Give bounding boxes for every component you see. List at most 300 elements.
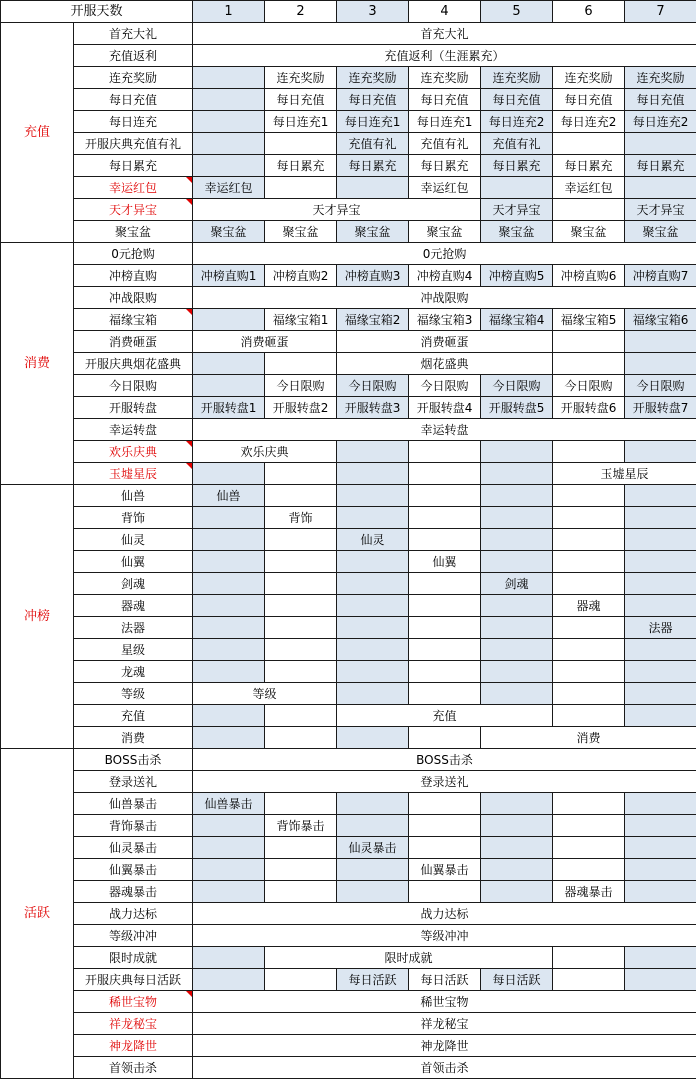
merged-activity-cell: 消费砸蛋 bbox=[193, 331, 337, 353]
day-cell bbox=[409, 793, 481, 815]
schedule-row bbox=[1, 375, 696, 397]
day-cell: 福缘宝箱3 bbox=[409, 309, 481, 331]
day-cell bbox=[625, 815, 696, 837]
activity-label: 仙翼暴击 bbox=[74, 859, 193, 881]
day-cell bbox=[265, 595, 337, 617]
schedule-row bbox=[1, 573, 696, 595]
day-header: 6 bbox=[553, 1, 625, 23]
activity-label: 仙兽 bbox=[74, 485, 193, 507]
day-cell bbox=[553, 617, 625, 639]
activity-label: 等级 bbox=[74, 683, 193, 705]
day-cell: 每日累充 bbox=[481, 155, 553, 177]
day-cell bbox=[625, 331, 696, 353]
day-cell bbox=[481, 661, 553, 683]
day-cell bbox=[409, 507, 481, 529]
day-cell: 冲榜直购1 bbox=[193, 265, 265, 287]
day-cell bbox=[625, 133, 696, 155]
schedule-row bbox=[1, 23, 696, 45]
day-cell: 仙灵暴击 bbox=[337, 837, 409, 859]
activity-label: 0元抢购 bbox=[74, 243, 193, 265]
schedule-row bbox=[1, 419, 696, 441]
day-cell: 福缘宝箱6 bbox=[625, 309, 696, 331]
day-cell: 开服转盘2 bbox=[265, 397, 337, 419]
schedule-row bbox=[1, 595, 696, 617]
schedule-row bbox=[1, 925, 696, 947]
day-cell: 每日充值 bbox=[625, 89, 696, 111]
activity-label: 法器 bbox=[74, 617, 193, 639]
day-cell bbox=[553, 441, 625, 463]
day-cell: 每日连充1 bbox=[265, 111, 337, 133]
activity-label: 幸运红包 bbox=[74, 177, 193, 199]
day-cell: 开服转盘3 bbox=[337, 397, 409, 419]
schedule-row bbox=[1, 683, 696, 705]
day-cell bbox=[337, 485, 409, 507]
day-cell bbox=[481, 177, 553, 199]
activity-label: 战力达标 bbox=[74, 903, 193, 925]
activity-label: 背饰暴击 bbox=[74, 815, 193, 837]
day-cell bbox=[193, 859, 265, 881]
day-cell bbox=[481, 639, 553, 661]
day-cell bbox=[337, 177, 409, 199]
day-cell: 福缘宝箱4 bbox=[481, 309, 553, 331]
activity-label: 冲战限购 bbox=[74, 287, 193, 309]
day-cell: 每日连充2 bbox=[481, 111, 553, 133]
day-cell bbox=[265, 133, 337, 155]
day-cell bbox=[193, 661, 265, 683]
schedule-row bbox=[1, 507, 696, 529]
day-cell bbox=[409, 815, 481, 837]
schedule-row bbox=[1, 397, 696, 419]
day-cell bbox=[193, 969, 265, 991]
day-cell bbox=[337, 573, 409, 595]
schedule-row bbox=[1, 45, 696, 67]
day-cell bbox=[337, 463, 409, 485]
day-header: 4 bbox=[409, 1, 481, 23]
schedule-row bbox=[1, 903, 696, 925]
day-cell: 每日活跃 bbox=[481, 969, 553, 991]
activity-label: 首充大礼 bbox=[74, 23, 193, 45]
day-cell: 冲榜直购6 bbox=[553, 265, 625, 287]
day-cell bbox=[337, 595, 409, 617]
header-row bbox=[1, 1, 696, 23]
day-cell bbox=[409, 529, 481, 551]
schedule-row bbox=[1, 265, 696, 287]
day-cell: 聚宝盆 bbox=[409, 221, 481, 243]
day-cell: 每日充值 bbox=[265, 89, 337, 111]
day-cell: 天才异宝 bbox=[481, 199, 553, 221]
day-cell bbox=[481, 485, 553, 507]
day-header: 7 bbox=[625, 1, 696, 23]
day-cell bbox=[337, 441, 409, 463]
day-cell: 今日限购 bbox=[625, 375, 696, 397]
day-cell bbox=[625, 947, 696, 969]
schedule-row bbox=[1, 133, 696, 155]
header-label: 开服天数 bbox=[1, 1, 193, 23]
day-cell bbox=[481, 793, 553, 815]
activity-label: 每日累充 bbox=[74, 155, 193, 177]
activity-label: 连充奖励 bbox=[74, 67, 193, 89]
day-cell bbox=[265, 551, 337, 573]
category-chongzhi: 充值 bbox=[1, 23, 74, 243]
day-cell bbox=[193, 309, 265, 331]
schedule-row bbox=[1, 617, 696, 639]
day-cell: 聚宝盆 bbox=[481, 221, 553, 243]
day-cell: 幸运红包 bbox=[409, 177, 481, 199]
activity-label: 开服庆典烟花盛典 bbox=[74, 353, 193, 375]
day-cell bbox=[553, 485, 625, 507]
day-cell bbox=[409, 441, 481, 463]
day-cell bbox=[409, 485, 481, 507]
merged-activity-cell: 等级 bbox=[193, 683, 337, 705]
activity-label: 聚宝盆 bbox=[74, 221, 193, 243]
schedule-row bbox=[1, 199, 696, 221]
day-cell bbox=[409, 837, 481, 859]
day-cell bbox=[409, 727, 481, 749]
activity-label: BOSS击杀 bbox=[74, 749, 193, 771]
day-cell: 充值有礼 bbox=[409, 133, 481, 155]
day-cell bbox=[265, 353, 337, 375]
day-cell: 每日累充 bbox=[625, 155, 696, 177]
day-cell bbox=[193, 89, 265, 111]
day-cell: 聚宝盆 bbox=[265, 221, 337, 243]
day-cell bbox=[553, 529, 625, 551]
schedule-row bbox=[1, 859, 696, 881]
activity-label: 充值 bbox=[74, 705, 193, 727]
day-cell: 仙翼暴击 bbox=[409, 859, 481, 881]
day-cell bbox=[481, 837, 553, 859]
schedule-row bbox=[1, 815, 696, 837]
day-cell bbox=[193, 705, 265, 727]
day-cell: 开服转盘7 bbox=[625, 397, 696, 419]
day-cell: 每日活跃 bbox=[409, 969, 481, 991]
schedule-row bbox=[1, 155, 696, 177]
category-huoyue: 活跃 bbox=[1, 749, 74, 1079]
merged-activity-cell: 0元抢购 bbox=[193, 243, 696, 265]
day-cell bbox=[193, 155, 265, 177]
schedule-row bbox=[1, 441, 696, 463]
day-cell bbox=[265, 617, 337, 639]
day-cell bbox=[337, 859, 409, 881]
day-cell: 开服转盘1 bbox=[193, 397, 265, 419]
activity-label: 首领击杀 bbox=[74, 1057, 193, 1079]
day-cell: 每日充值 bbox=[337, 89, 409, 111]
day-cell bbox=[553, 793, 625, 815]
day-cell bbox=[553, 551, 625, 573]
schedule-row bbox=[1, 837, 696, 859]
day-cell bbox=[625, 529, 696, 551]
day-cell bbox=[409, 573, 481, 595]
day-cell bbox=[481, 507, 553, 529]
day-cell bbox=[553, 661, 625, 683]
day-cell bbox=[265, 463, 337, 485]
activity-label: 登录送礼 bbox=[74, 771, 193, 793]
activity-label: 消费砸蛋 bbox=[74, 331, 193, 353]
schedule-row bbox=[1, 309, 696, 331]
merged-activity-cell: 消费砸蛋 bbox=[337, 331, 553, 353]
activity-label: 每日连充 bbox=[74, 111, 193, 133]
schedule-row bbox=[1, 111, 696, 133]
day-cell bbox=[265, 727, 337, 749]
activity-label: 仙翼 bbox=[74, 551, 193, 573]
day-cell bbox=[193, 815, 265, 837]
day-cell: 剑魂 bbox=[481, 573, 553, 595]
schedule-row bbox=[1, 969, 696, 991]
day-cell: 仙兽暴击 bbox=[193, 793, 265, 815]
schedule-row bbox=[1, 947, 696, 969]
day-cell bbox=[265, 485, 337, 507]
day-cell: 每日连充2 bbox=[625, 111, 696, 133]
day-cell bbox=[409, 661, 481, 683]
day-cell bbox=[193, 463, 265, 485]
merged-activity-cell: 战力达标 bbox=[193, 903, 696, 925]
activity-label: 开服庆典充值有礼 bbox=[74, 133, 193, 155]
merged-activity-cell: 玉墟星辰 bbox=[553, 463, 696, 485]
day-cell: 幸运红包 bbox=[193, 177, 265, 199]
day-cell: 福缘宝箱2 bbox=[337, 309, 409, 331]
day-cell: 天才异宝 bbox=[625, 199, 696, 221]
day-cell bbox=[553, 947, 625, 969]
day-cell: 开服转盘4 bbox=[409, 397, 481, 419]
schedule-row bbox=[1, 771, 696, 793]
day-cell bbox=[553, 815, 625, 837]
day-cell bbox=[553, 969, 625, 991]
day-cell: 冲榜直购4 bbox=[409, 265, 481, 287]
activity-label: 龙魂 bbox=[74, 661, 193, 683]
day-cell: 冲榜直购5 bbox=[481, 265, 553, 287]
day-cell bbox=[625, 793, 696, 815]
day-cell bbox=[265, 639, 337, 661]
day-cell bbox=[481, 595, 553, 617]
day-cell bbox=[553, 859, 625, 881]
day-cell bbox=[481, 815, 553, 837]
day-cell bbox=[625, 705, 696, 727]
activity-label: 稀世宝物 bbox=[74, 991, 193, 1013]
schedule-row bbox=[1, 881, 696, 903]
day-cell bbox=[337, 551, 409, 573]
day-cell: 器魂暴击 bbox=[553, 881, 625, 903]
day-cell: 每日充值 bbox=[553, 89, 625, 111]
activity-label: 开服庆典每日活跃 bbox=[74, 969, 193, 991]
day-cell bbox=[337, 661, 409, 683]
activity-label: 等级冲冲 bbox=[74, 925, 193, 947]
day-cell: 仙翼 bbox=[409, 551, 481, 573]
day-cell: 每日连充1 bbox=[337, 111, 409, 133]
day-cell bbox=[265, 573, 337, 595]
day-cell bbox=[553, 639, 625, 661]
merged-activity-cell: 限时成就 bbox=[265, 947, 553, 969]
day-cell bbox=[553, 573, 625, 595]
category-xiaofei: 消费 bbox=[1, 243, 74, 485]
day-cell bbox=[193, 837, 265, 859]
day-cell: 每日累充 bbox=[409, 155, 481, 177]
day-cell bbox=[481, 551, 553, 573]
day-cell bbox=[409, 639, 481, 661]
day-cell: 每日连充1 bbox=[409, 111, 481, 133]
day-cell bbox=[193, 595, 265, 617]
day-cell bbox=[481, 463, 553, 485]
schedule-row bbox=[1, 353, 696, 375]
day-cell bbox=[625, 639, 696, 661]
day-cell: 连充奖励 bbox=[409, 67, 481, 89]
day-cell bbox=[265, 859, 337, 881]
schedule-row bbox=[1, 485, 696, 507]
activity-label: 冲榜直购 bbox=[74, 265, 193, 287]
day-cell: 开服转盘5 bbox=[481, 397, 553, 419]
day-cell bbox=[625, 969, 696, 991]
merged-activity-cell: 稀世宝物 bbox=[193, 991, 696, 1013]
day-cell bbox=[193, 507, 265, 529]
activity-label: 幸运转盘 bbox=[74, 419, 193, 441]
merged-activity-cell: 天才异宝 bbox=[193, 199, 481, 221]
activity-label: 天才异宝 bbox=[74, 199, 193, 221]
day-cell: 仙灵 bbox=[337, 529, 409, 551]
activity-label: 祥龙秘宝 bbox=[74, 1013, 193, 1035]
day-cell bbox=[409, 683, 481, 705]
day-cell bbox=[193, 881, 265, 903]
day-cell bbox=[193, 111, 265, 133]
day-cell: 每日充值 bbox=[481, 89, 553, 111]
day-cell: 仙兽 bbox=[193, 485, 265, 507]
day-cell bbox=[553, 331, 625, 353]
activity-label: 福缘宝箱 bbox=[74, 309, 193, 331]
schedule-row bbox=[1, 727, 696, 749]
schedule-row bbox=[1, 177, 696, 199]
day-cell: 器魂 bbox=[553, 595, 625, 617]
schedule-row bbox=[1, 529, 696, 551]
day-cell bbox=[337, 617, 409, 639]
day-cell bbox=[193, 67, 265, 89]
day-cell bbox=[481, 617, 553, 639]
merged-activity-cell: 首领击杀 bbox=[193, 1057, 696, 1079]
day-cell bbox=[265, 529, 337, 551]
schedule-row bbox=[1, 1035, 696, 1057]
day-cell: 聚宝盆 bbox=[625, 221, 696, 243]
schedule-row bbox=[1, 793, 696, 815]
schedule-row bbox=[1, 661, 696, 683]
activity-label: 开服转盘 bbox=[74, 397, 193, 419]
day-cell bbox=[265, 837, 337, 859]
schedule-row bbox=[1, 705, 696, 727]
merged-activity-cell: 幸运转盘 bbox=[193, 419, 696, 441]
day-cell: 充值有礼 bbox=[337, 133, 409, 155]
day-cell: 今日限购 bbox=[337, 375, 409, 397]
day-cell: 每日活跃 bbox=[337, 969, 409, 991]
merged-activity-cell: 祥龙秘宝 bbox=[193, 1013, 696, 1035]
day-cell bbox=[193, 551, 265, 573]
schedule-row bbox=[1, 1057, 696, 1079]
merged-activity-cell: 登录送礼 bbox=[193, 771, 696, 793]
schedule-row bbox=[1, 551, 696, 573]
merged-activity-cell: 神龙降世 bbox=[193, 1035, 696, 1057]
schedule-row bbox=[1, 331, 696, 353]
day-cell bbox=[553, 705, 625, 727]
day-cell bbox=[625, 683, 696, 705]
day-header: 5 bbox=[481, 1, 553, 23]
day-cell bbox=[265, 881, 337, 903]
day-cell: 冲榜直购7 bbox=[625, 265, 696, 287]
activity-label: 玉墟星辰 bbox=[74, 463, 193, 485]
day-cell bbox=[481, 529, 553, 551]
schedule-row bbox=[1, 221, 696, 243]
day-cell bbox=[553, 133, 625, 155]
day-cell: 背饰 bbox=[265, 507, 337, 529]
merged-activity-cell: 烟花盛典 bbox=[337, 353, 553, 375]
day-header: 2 bbox=[265, 1, 337, 23]
activity-label: 背饰 bbox=[74, 507, 193, 529]
day-cell: 开服转盘6 bbox=[553, 397, 625, 419]
day-cell: 每日累充 bbox=[265, 155, 337, 177]
day-cell bbox=[265, 177, 337, 199]
day-cell: 聚宝盆 bbox=[337, 221, 409, 243]
day-header: 1 bbox=[193, 1, 265, 23]
day-cell bbox=[337, 507, 409, 529]
day-cell: 每日累充 bbox=[337, 155, 409, 177]
schedule-row bbox=[1, 991, 696, 1013]
day-cell bbox=[625, 441, 696, 463]
merged-activity-cell: BOSS击杀 bbox=[193, 749, 696, 771]
day-cell: 聚宝盆 bbox=[553, 221, 625, 243]
day-cell: 冲榜直购3 bbox=[337, 265, 409, 287]
day-cell: 连充奖励 bbox=[337, 67, 409, 89]
activity-label: 限时成就 bbox=[74, 947, 193, 969]
day-cell bbox=[553, 199, 625, 221]
activity-label: 充值返利 bbox=[74, 45, 193, 67]
day-cell: 福缘宝箱5 bbox=[553, 309, 625, 331]
merged-activity-cell: 等级冲冲 bbox=[193, 925, 696, 947]
schedule-row bbox=[1, 243, 696, 265]
day-cell bbox=[409, 617, 481, 639]
activity-label: 仙兽暴击 bbox=[74, 793, 193, 815]
day-cell bbox=[337, 683, 409, 705]
day-cell: 背饰暴击 bbox=[265, 815, 337, 837]
day-cell bbox=[625, 507, 696, 529]
schedule-row bbox=[1, 89, 696, 111]
day-cell: 法器 bbox=[625, 617, 696, 639]
merged-activity-cell: 充值 bbox=[337, 705, 553, 727]
day-cell bbox=[193, 529, 265, 551]
day-cell bbox=[553, 507, 625, 529]
activity-label: 星级 bbox=[74, 639, 193, 661]
day-cell bbox=[337, 881, 409, 903]
day-cell bbox=[409, 881, 481, 903]
day-cell bbox=[553, 353, 625, 375]
day-cell bbox=[193, 617, 265, 639]
day-cell bbox=[625, 573, 696, 595]
day-cell bbox=[625, 177, 696, 199]
day-cell bbox=[193, 573, 265, 595]
day-cell bbox=[337, 639, 409, 661]
day-cell: 今日限购 bbox=[481, 375, 553, 397]
day-cell: 每日充值 bbox=[409, 89, 481, 111]
day-cell: 冲榜直购2 bbox=[265, 265, 337, 287]
day-cell bbox=[625, 881, 696, 903]
activity-label: 欢乐庆典 bbox=[74, 441, 193, 463]
merged-activity-cell: 首充大礼 bbox=[193, 23, 696, 45]
day-cell bbox=[337, 727, 409, 749]
day-cell: 充值有礼 bbox=[481, 133, 553, 155]
day-cell bbox=[409, 595, 481, 617]
day-cell: 今日限购 bbox=[409, 375, 481, 397]
merged-activity-cell: 冲战限购 bbox=[193, 287, 696, 309]
activity-label: 剑魂 bbox=[74, 573, 193, 595]
day-cell: 幸运红包 bbox=[553, 177, 625, 199]
activity-label: 器魂 bbox=[74, 595, 193, 617]
day-cell bbox=[193, 727, 265, 749]
day-cell bbox=[553, 837, 625, 859]
activity-label: 仙灵 bbox=[74, 529, 193, 551]
day-cell: 聚宝盆 bbox=[193, 221, 265, 243]
activity-label: 神龙降世 bbox=[74, 1035, 193, 1057]
